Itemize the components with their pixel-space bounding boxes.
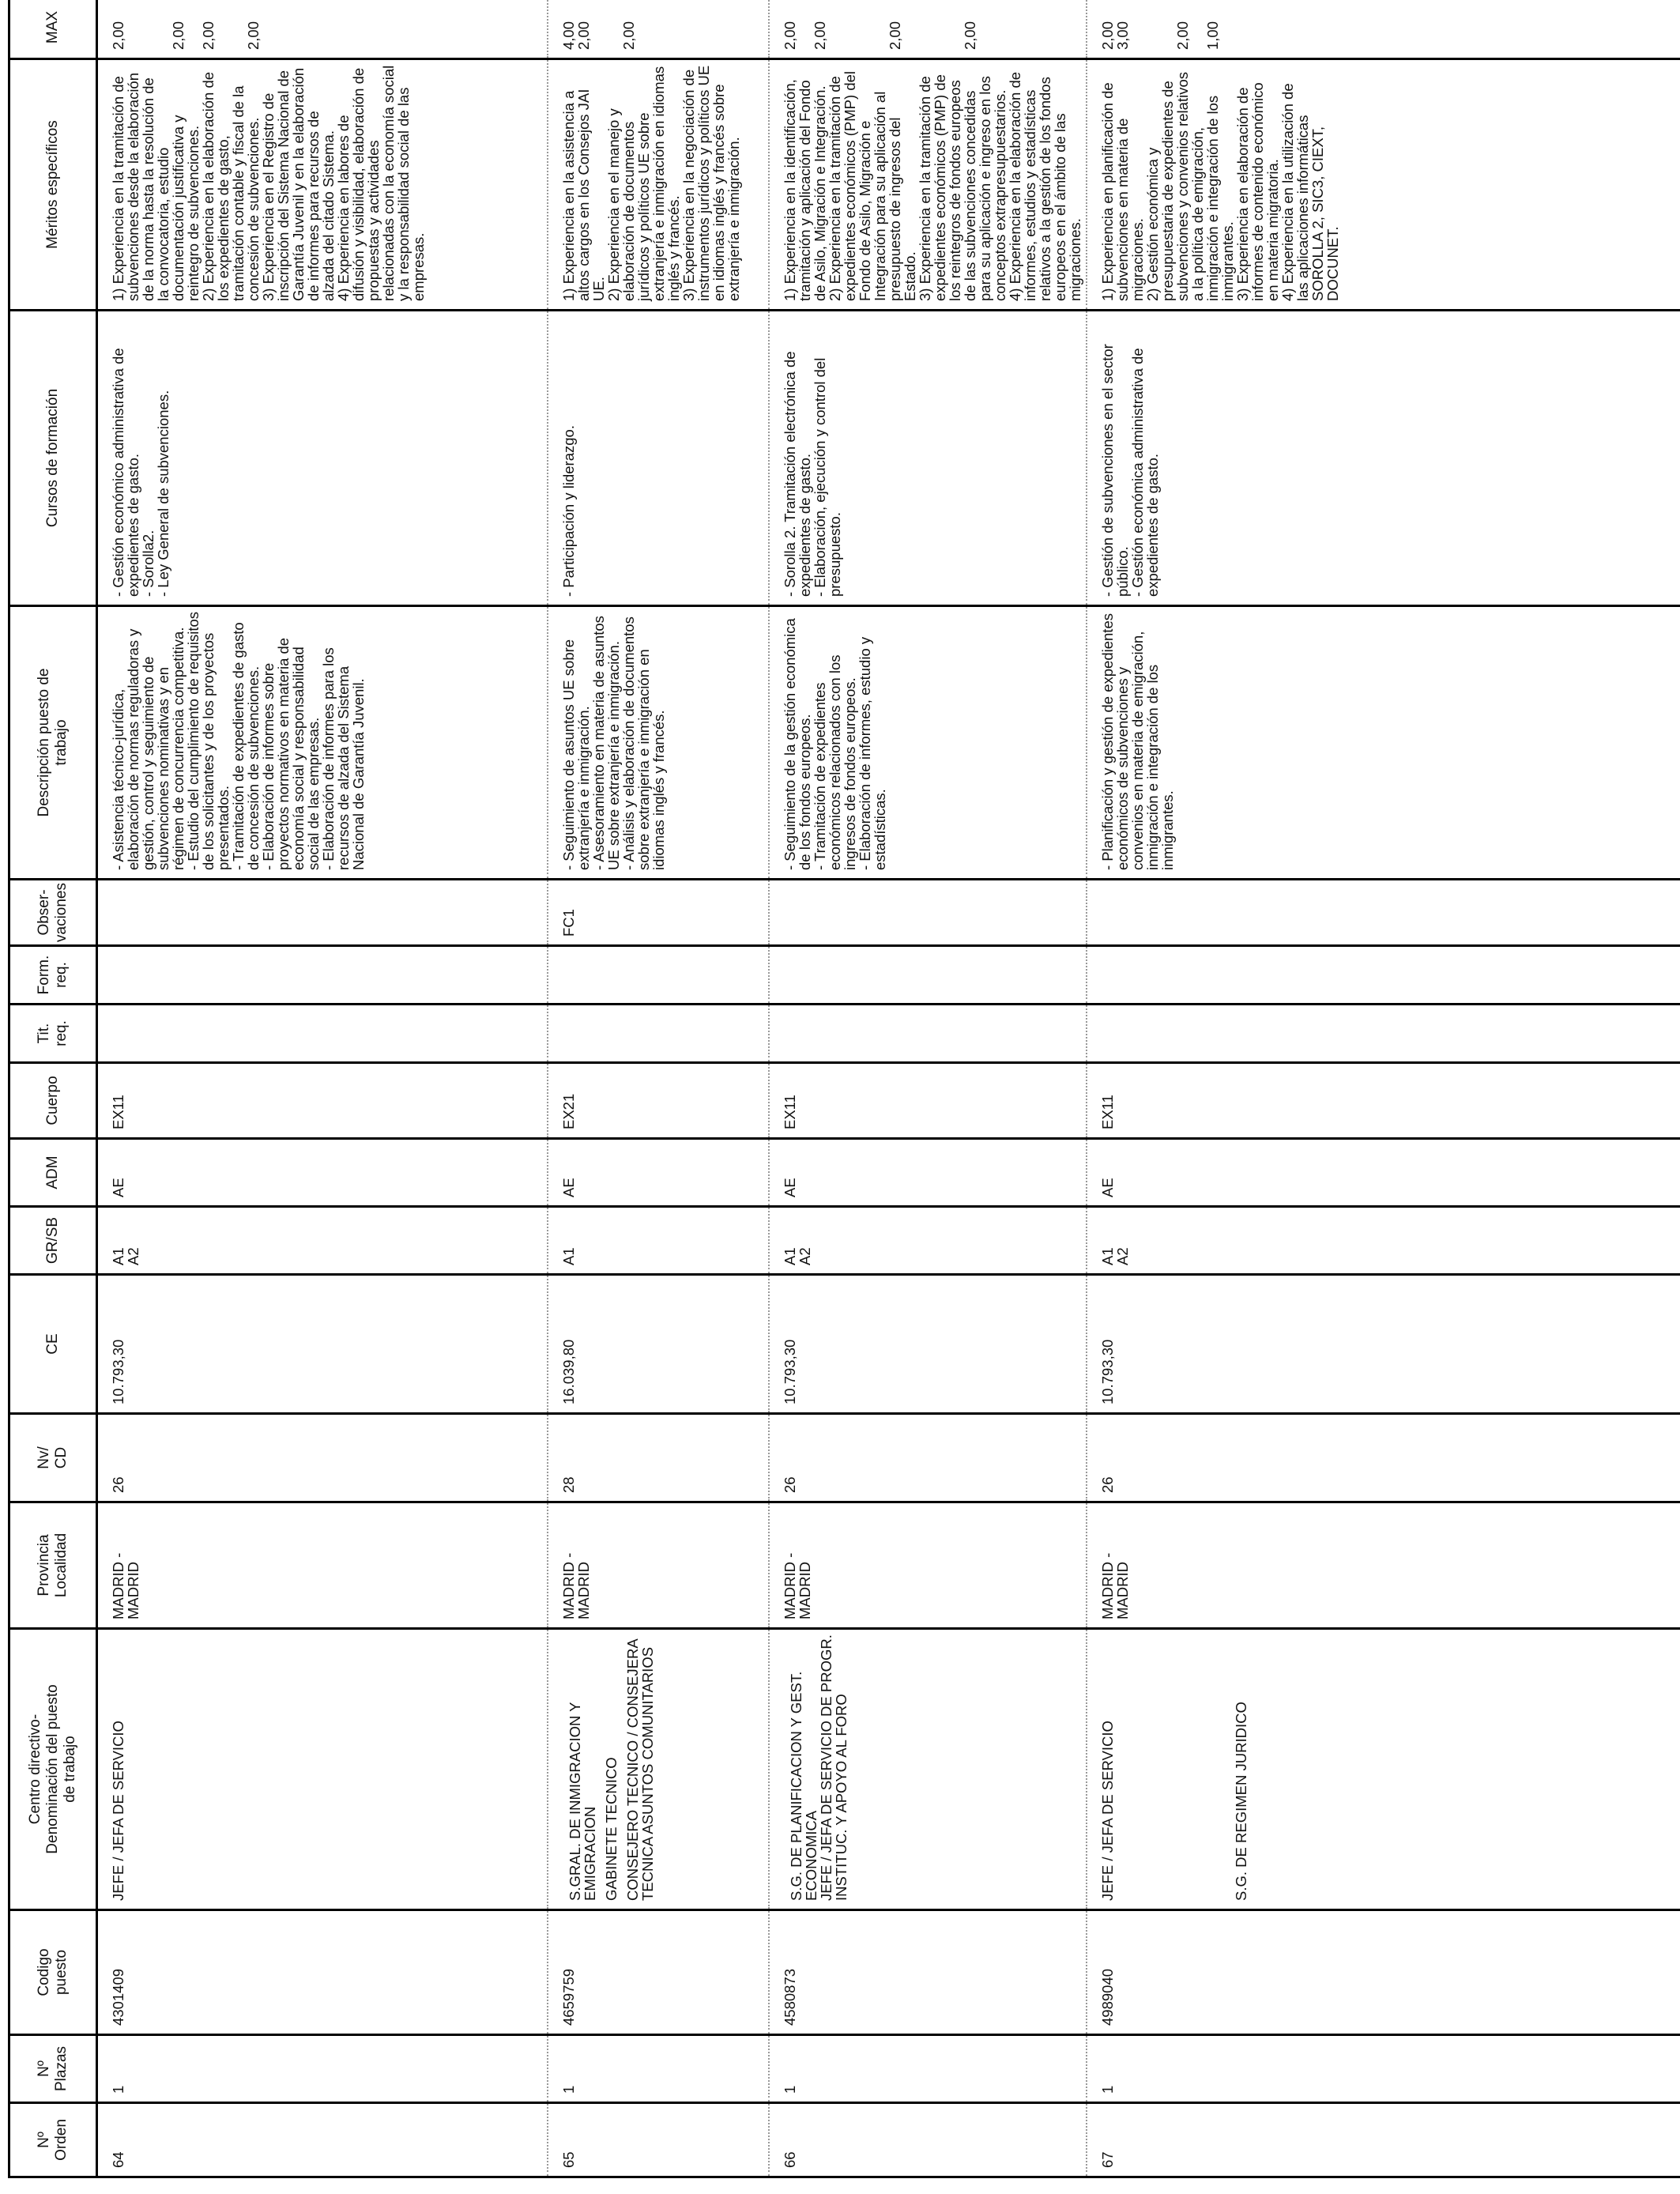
header-plazas: Nº Plazas (9, 2035, 97, 2103)
cell-adm: AE (548, 1139, 769, 1207)
header-cuerpo: Cuerpo (9, 1063, 97, 1139)
cell-cuerpo: EX11 (97, 1063, 548, 1139)
cell-form (769, 946, 1087, 1005)
cell-centro-puesto: JEFE / JEFA DE SERVICIO DE PROGR. INSTITUC. Y APOYO AL FORO (818, 1634, 849, 1901)
header-row (9, 0, 97, 2177)
cell-meritos: 1) Experiencia en planificación de subvenciones en materia de migraciones. 2) Gestión económica y presupuestaria de expedientes de subvenciones y convenios relativos a la política de emigración, inmigración e integración de los inmigrantes. 3) Experiencia en elaboración de informes de contenido económico en materia migratoria. 4) Experiencia en la utilización de las aplicaciones informáticas SOROLLA 2, SIC3, CIEXT, DOCUNET. (1087, 59, 1680, 311)
cell-max: 2,00 2,00 2,00 2,00 (97, 0, 548, 59)
cell-codigo: 4580873 (769, 1910, 1087, 2035)
cell-max: 2,00 2,00 2,00 2,00 (769, 0, 1087, 59)
cell-tit (769, 1005, 1087, 1063)
header-meritos: Méritos específicos (9, 59, 97, 311)
header-provincia: Provincia Localidad (9, 1502, 97, 1629)
cell-centro-puesto: JEFE / JEFA DE SERVICIO (1099, 1721, 1116, 1901)
cell-plazas: 1 (769, 2035, 1087, 2103)
cell-plazas: 1 (97, 2035, 548, 2103)
cell-provincia: MADRID - MADRID (1087, 1502, 1680, 1629)
cell-provincia: MADRID - MADRID (548, 1502, 769, 1629)
cell-cuerpo: EX21 (548, 1063, 769, 1139)
cell-grupo: A1 A2 (769, 1207, 1087, 1275)
cell-nivel: 26 (769, 1414, 1087, 1502)
cell-meritos: 1) Experiencia en la asistencia a altos cargos en los Consejos JAI UE. 2) Experiencia en el manejo y elaboración de documentos jurídicos y políticos UE sobre extranjería e inmigración en idiomas inglés y francés. 3) Experiencia en la negociación de instrumentos jurídicos y políticos UE en idiomas inglés y francés sobre extranjería e inmigración. (548, 59, 769, 311)
cell-adm: AE (97, 1139, 548, 1207)
header-descripcion: Descripción puesto de trabajo (9, 606, 97, 880)
table-row-66 (769, 0, 1087, 2177)
cell-orden: 66 (769, 2103, 1087, 2177)
cell-ce: 10.793,30 (1087, 1275, 1680, 1414)
cell-tit (97, 1005, 548, 1063)
cell-form (548, 946, 769, 1005)
header-codigo: Codigo puesto (9, 1910, 97, 2035)
cell-orden: 65 (548, 2103, 769, 2177)
cell-ce: 10.793,30 (97, 1275, 548, 1414)
section-header-planificacion: S.G. DE PLANIFICACION Y GEST. ECONOMICA (788, 1671, 819, 1901)
cell-meritos: 1) Experiencia en la tramitación de subvenciones desde la elaboración de la norma hasta la resolución de la convocatoria, estudio documentación justificativa y reintegro de subvenciones. 2) Experiencia en la elaboración de los expedientes de gasto, tramitación contable y fiscal de la concesión de subvenciones. 3) Experiencia en el Registro de inscripción del Sistema Nacional de Garantía Juvenil y en la elaboración de informes para recursos de alzada del citado Sistema. 4) Experiencia en labores de difusión y visibilidad, elaboración de propuestas y actividades relacionadas con la economía social y la responsabilidad social de las empresas. (97, 59, 548, 311)
cell-cursos: - Gestión de subvenciones en el sector público. - Gestión económica administrativa de expedientes de gasto. (1087, 311, 1680, 606)
header-max: MAX (9, 0, 97, 59)
header-centro: Centro directivo- Denominación del puesto de trabajo (9, 1629, 97, 1910)
cell-meritos: 1) Experiencia en la identificación, tramitación y aplicación del Fondo de Asilo, Migración e Integración. 2) Experiencia en la tramitación de expedientes económicos (PMP) del Fondo de Asilo, Migración e Integración para su aplicación al presupuesto de ingresos del Estado. 3) Experiencia en la tramitación de expedientes económicos (PMP) de los reintegros de fondos europeos de las subvenciones concedidas para su aplicación e ingreso en los conceptos extrapresupuestarios. 4) Experiencia en la elaboración de informes, estudios y estadísticas relativos a la gestión de los fondos europeos en el ámbito de las migraciones. (769, 59, 1087, 311)
cell-nivel: 28 (548, 1414, 769, 1502)
cell-obs (769, 880, 1087, 946)
cell-centro (548, 1629, 769, 1910)
cell-max: 2,00 3,00 2,00 1,00 (1087, 0, 1680, 59)
cell-descripcion: - Asistencia técnico-jurídica, elaboración de normas reguladoras y gestión, control y seguimiento de subvenciones nominativas y en régimen de concurrencia competitiva. - Estudio del cumplimiento de requisitos de los solicitantes y de los proyectos presentados. - Tramitación de expedientes de gasto de concesión de subvenciones. - Elaboración de informes sobre proyectos normativos en materia de economía social y responsabilidad social de las empresas. - Elaboración de informes para los recursos de alzada del Sistema Nacional de Garantía Juvenil. (97, 606, 548, 880)
cell-obs (1087, 880, 1680, 946)
cell-cursos: - Sorolla 2. Tramitación electrónica de expedientes de gasto. - Elaboración, ejecución y control del presupuesto. (769, 311, 1087, 606)
cell-obs (97, 880, 548, 946)
section-header-sgral: S.GRAL. DE INMIGRACION Y EMIGRACION (567, 1702, 598, 1901)
header-cursos: Cursos de formación (9, 311, 97, 606)
cell-plazas: 1 (548, 2035, 769, 2103)
cell-orden: 64 (97, 2103, 548, 2177)
cell-ce: 16.039,80 (548, 1275, 769, 1414)
cell-orden: 67 (1087, 2103, 1680, 2177)
cell-descripcion: - Planificación y gestión de expedientes económicos de subvenciones y convenios en materia de emigración, inmigración e integración de los inmigrantes. (1087, 606, 1680, 880)
cell-ce: 10.793,30 (769, 1275, 1087, 1414)
cell-codigo: 4989040 (1087, 1910, 1680, 2035)
header-orden: Nº Orden (9, 2103, 97, 2177)
table-row-64 (97, 0, 548, 2177)
cell-centro-puesto: CONSEJERO TECNICO / CONSEJERA TECNICA ASUNTOS COMUNITARIOS (624, 1639, 656, 1901)
cell-form (1087, 946, 1680, 1005)
header-adm: ADM (9, 1139, 97, 1207)
cell-descripcion: - Seguimiento de la gestión económica de los fondos europeos. - Tramitación de expedientes económicos relacionados con los ingresos de fondos europeos. - Elaboración de informes, estudio y estadísticas. (769, 606, 1087, 880)
header-ce: CE (9, 1275, 97, 1414)
cell-descripcion: - Seguimiento de asuntos UE sobre extranjería e inmigración. - Asesoramiento en materia de asuntos UE sobre extranjería e inmigración. - Análisis y elaboración de documentos sobre extranjería e inmigración en idiomas inglés y francés. (548, 606, 769, 880)
cell-cuerpo: EX11 (769, 1063, 1087, 1139)
cell-centro (769, 1629, 1087, 1910)
table-row-67 (1087, 0, 1680, 2177)
cell-cursos: - Participación y liderazgo. (548, 311, 769, 606)
cell-provincia: MADRID - MADRID (769, 1502, 1087, 1629)
cell-obs: FC1 (548, 880, 769, 946)
cell-max: 4,00 2,00 2,00 (548, 0, 769, 59)
cell-grupo: A1 (548, 1207, 769, 1275)
cell-centro (1087, 1629, 1680, 1910)
cell-nivel: 26 (1087, 1414, 1680, 1502)
cell-grupo: A1 A2 (1087, 1207, 1680, 1275)
cell-adm: AE (1087, 1139, 1680, 1207)
header-obs: Obser- vaciones (9, 880, 97, 946)
job-positions-table (8, 0, 1680, 2178)
cell-plazas: 1 (1087, 2035, 1680, 2103)
cell-codigo: 4659759 (548, 1910, 769, 2035)
header-tit: Tit. req. (9, 1005, 97, 1063)
cell-adm: AE (769, 1139, 1087, 1207)
cell-cuerpo: EX11 (1087, 1063, 1680, 1139)
cell-provincia: MADRID - MADRID (97, 1502, 548, 1629)
cell-nivel: 26 (97, 1414, 548, 1502)
header-grupo: GR/SB (9, 1207, 97, 1275)
cell-form (97, 946, 548, 1005)
section-header-gabinete: GABINETE TECNICO (603, 1757, 620, 1901)
cell-tit (548, 1005, 769, 1063)
cell-grupo: A1 A2 (97, 1207, 548, 1275)
header-form: Form. req. (9, 946, 97, 1005)
cell-centro: JEFE / JEFA DE SERVICIO (97, 1629, 548, 1910)
cell-cursos: - Gestión económico administrativa de expedientes de gasto. - Sorolla2. - Ley General de subvenciones. (97, 311, 548, 606)
cell-tit (1087, 1005, 1680, 1063)
header-nivel: Nv/ CD (9, 1414, 97, 1502)
table-row-65 (548, 0, 769, 2177)
cell-codigo: 4301409 (97, 1910, 548, 2035)
section-header-regimen: S.G. DE REGIMEN JURIDICO (1233, 1702, 1249, 1901)
